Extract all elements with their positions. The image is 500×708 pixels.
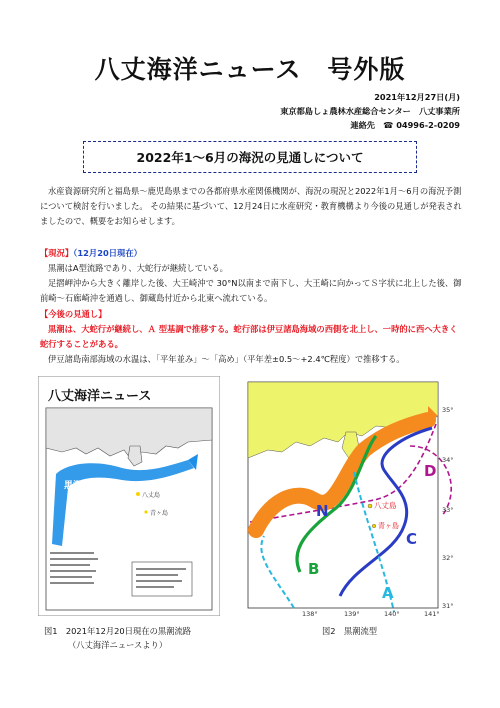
fig2-label-A: A	[382, 584, 394, 602]
outlook-heading: 【今後の見通し】	[40, 309, 107, 319]
fig1-map-title: 八丈海洋ニュース	[48, 389, 152, 404]
current-line1: 黒潮はA型流路であり、大蛇行が継続している。	[48, 263, 228, 273]
fig2-label-D: D	[424, 462, 437, 480]
figure1-caption-line1: 図1 2021年12月20日現在の黒潮流路	[44, 626, 192, 636]
fig2-lat-34: 34°	[442, 456, 454, 464]
fig1-hachijo-label: 八丈島	[142, 492, 161, 499]
current-heading: 【現況】	[40, 248, 74, 258]
figure1-map	[38, 376, 220, 616]
header-meta	[280, 90, 460, 132]
fig2-label-N: N	[316, 502, 329, 520]
fig1-kuroshio-label: 黒潮	[64, 481, 83, 491]
outlook-temp-text: 伊豆諸島南部海域の水温は、「平年並み」～「高め」（平年差±0.5～+2.4℃程度）で推移する。	[48, 354, 405, 364]
current-line2: 足摺岬沖から大きく離岸した後、大王崎沖で 30°N以南まで南下し、大王崎に向かってＳ字状に北上した後、御前崎～石廊崎沖を通過し、御蔵島付近から北東へ流れている。	[40, 278, 462, 303]
fig1-aogashima-label: 青ヶ島	[150, 510, 169, 517]
outlook-red-text: 黒潮は、大蛇行が継続し、Ａ 型基調で推移する。蛇行部は伊豆諸島海域の西側を北上し、一時的に西へ大きく蛇行することがある。	[40, 324, 458, 349]
contact: 連絡先 ☎ 04996-2-0209	[350, 120, 460, 130]
current-heading-date: （12月20日現在）	[73, 248, 142, 258]
figure1-caption	[44, 624, 191, 652]
figure1-caption-line2: （八丈海洋ニュースより）	[68, 640, 168, 650]
issue-date: 2021年12月27日(月)	[374, 92, 460, 102]
fig2-lon-141: 141°	[424, 610, 440, 616]
outlook-section	[40, 307, 464, 367]
figure2-caption: 図2 黒潮流型	[322, 626, 378, 636]
fig2-lon-139: 139°	[344, 610, 360, 616]
fig2-label-C: C	[406, 530, 418, 548]
fig2-aogashima-label: 青ヶ島	[378, 522, 399, 530]
fig2-lon-140: 140°	[384, 610, 400, 616]
fig2-hachijo-label: 八丈島	[374, 501, 397, 510]
fig2-lat-31: 31°	[442, 602, 454, 610]
figure2-map	[244, 376, 474, 616]
page-title: 八丈海洋ニュース 号外版	[94, 55, 406, 84]
fig2-lat-33: 33°	[442, 506, 454, 514]
intro-paragraph: 水産資源研究所と福島県～鹿児島県までの各都府県水産関係機関が、海況の現況と2022年1月～6月の海況予測について検討を行いました。 その結果に基づいて、12月24日に水産研究・教育機構より今後の見通しが発表されましたので、概要をお知らせします。	[40, 186, 462, 226]
fig2-lon-138: 138°	[302, 610, 318, 616]
notice-title: 2022年1～6月の海況の見通しについて	[136, 150, 364, 165]
fig2-lat-32: 32°	[442, 554, 454, 562]
fig2-label-B: B	[308, 560, 320, 578]
organization: 東京都島しょ農林水産総合センター 八丈事業所	[280, 106, 460, 116]
notice-title-box	[83, 141, 417, 173]
fig2-lat-35: 35°	[442, 406, 454, 414]
current-section	[40, 246, 464, 306]
